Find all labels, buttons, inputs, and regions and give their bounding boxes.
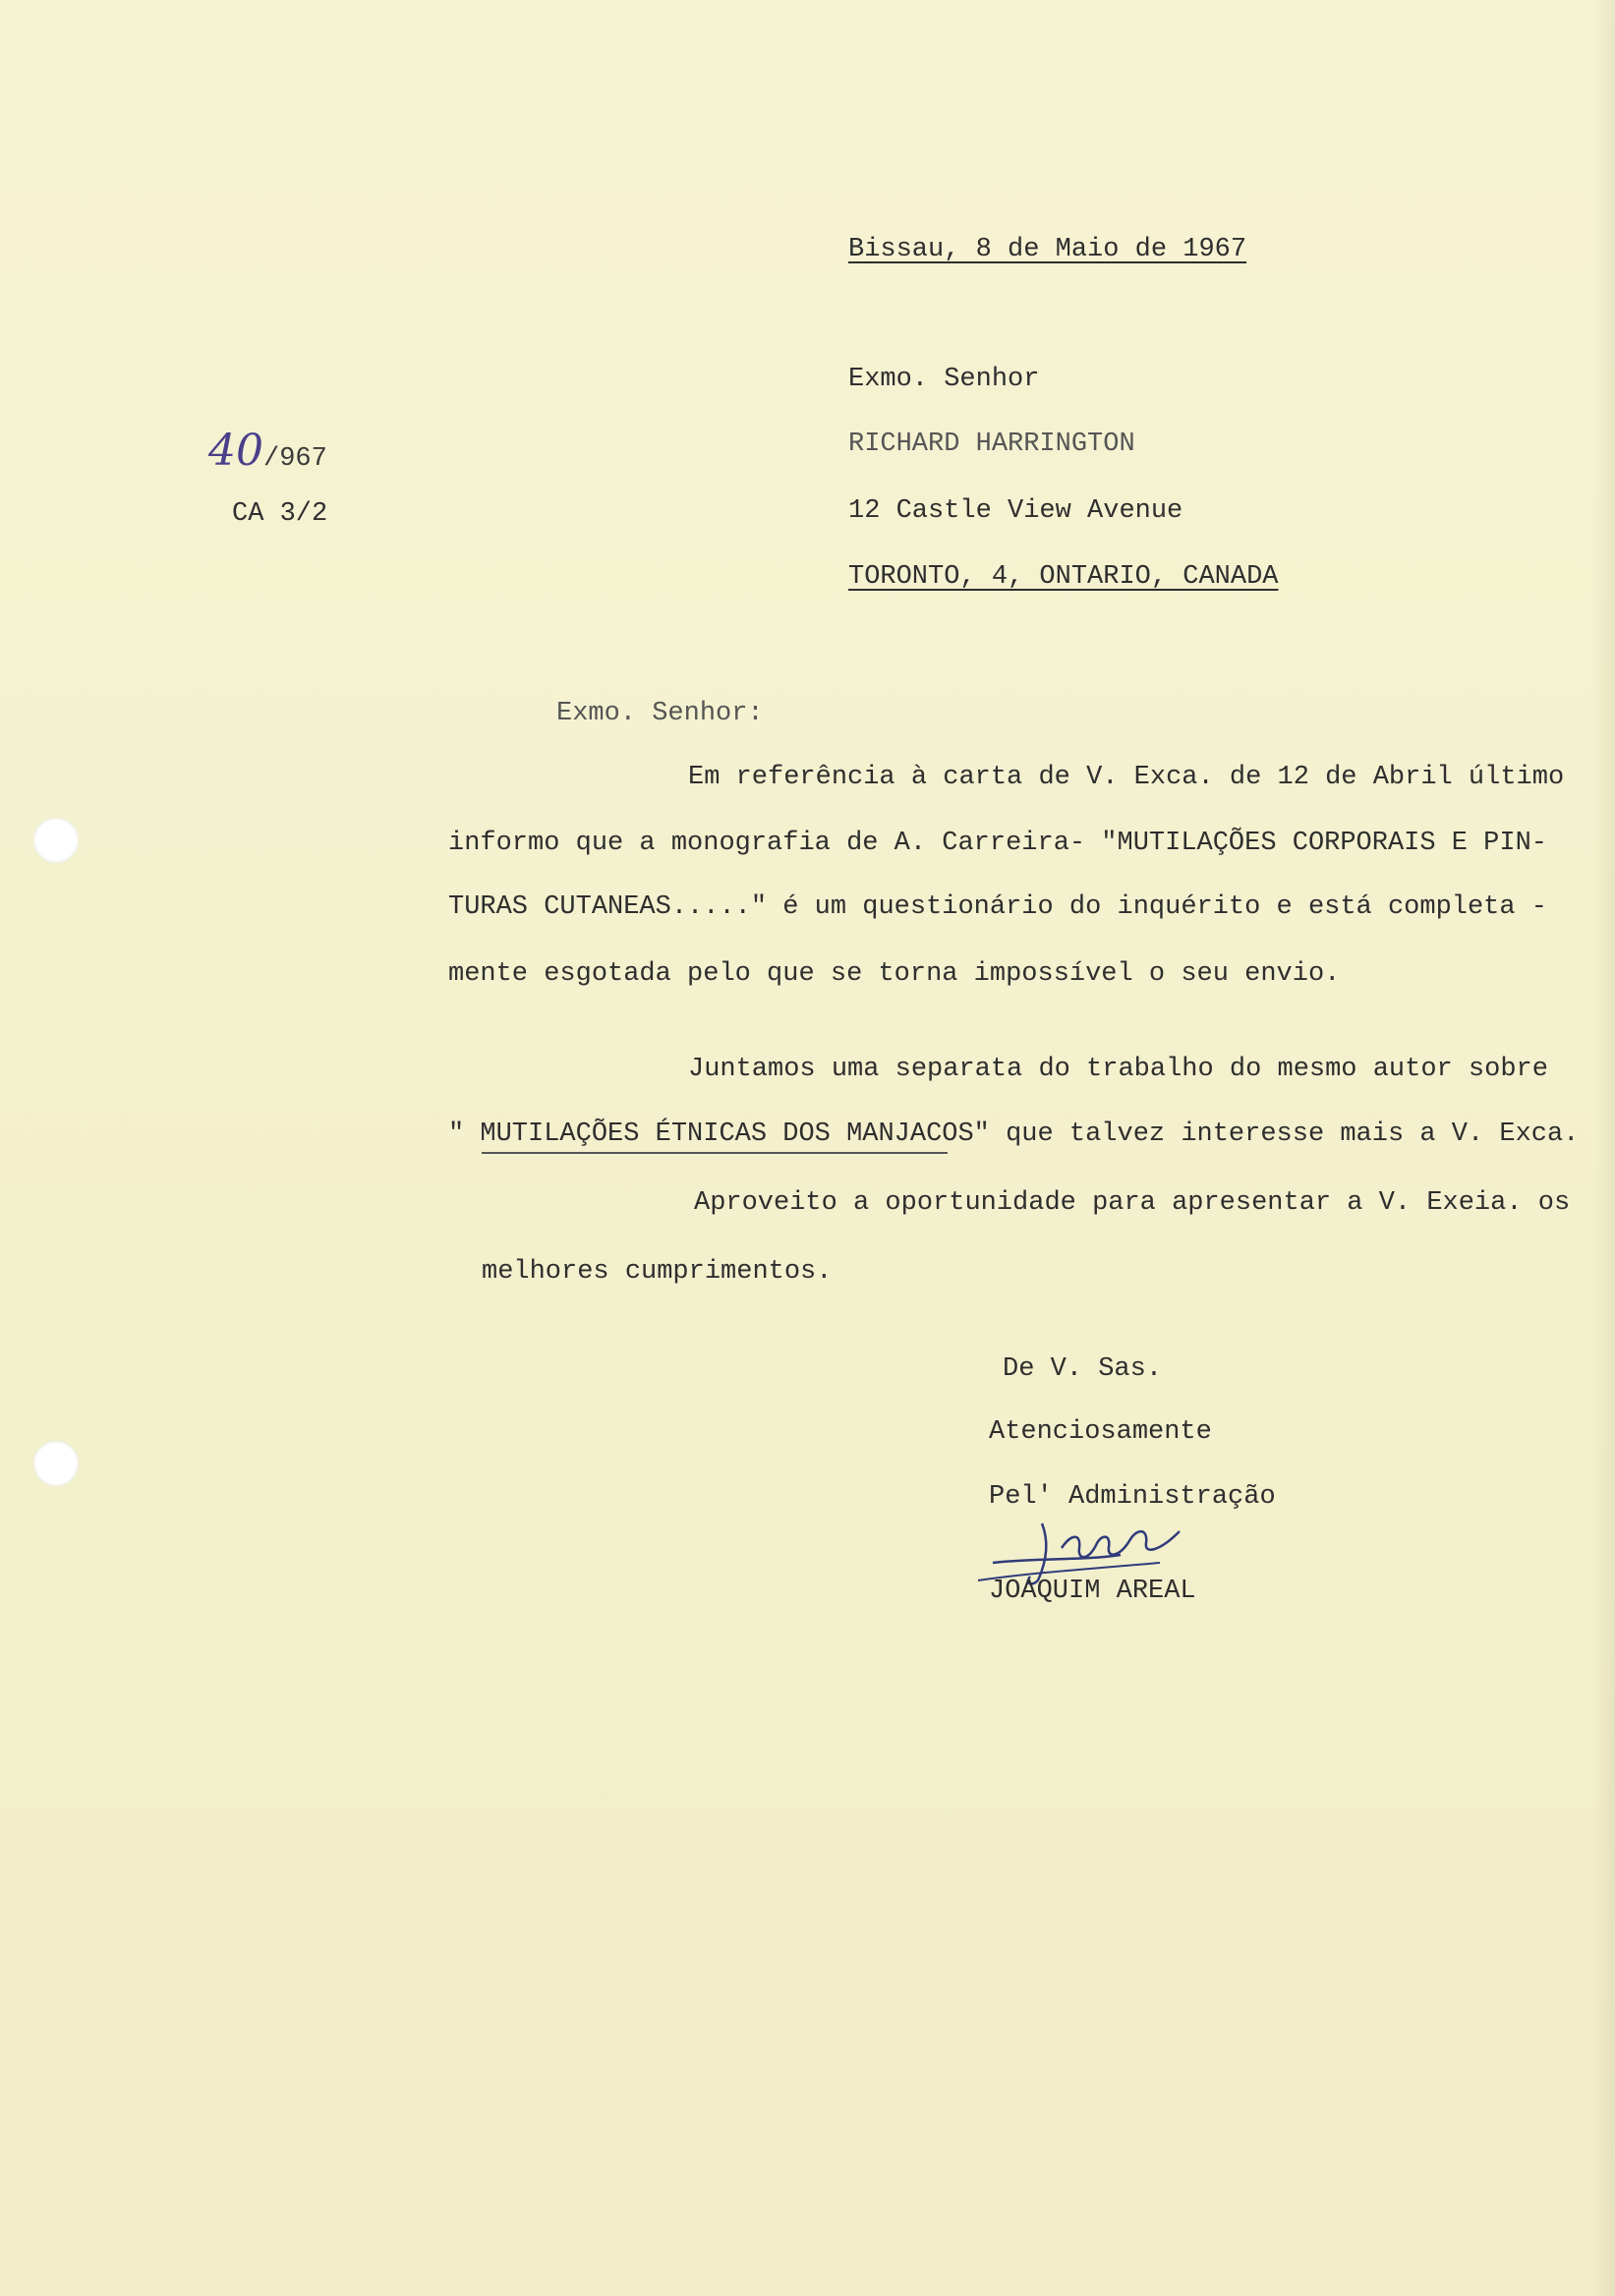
punch-hole-bottom (33, 1441, 79, 1486)
body-line-3: TURAS CUTANEAS....." é um questionário do inquérito e está completa - (448, 892, 1547, 922)
greeting: Exmo. Senhor: (556, 699, 764, 728)
closing-line-1: De V. Sas. (1003, 1354, 1163, 1384)
body-line-4: mente esgotada pelo que se torna impossível o seu envio. (448, 959, 1341, 989)
letter-date: Bissau, 8 de Maio de 1967 (848, 235, 1247, 264)
reference-number-suffix: /967 (263, 444, 327, 474)
paragraph3-line-2: melhores cumprimentos. (482, 1257, 833, 1287)
title-underline (482, 1152, 948, 1154)
reference-code: CA 3/2 (232, 499, 328, 529)
paragraph2-line-1: Juntamos uma separata do trabalho do mesmo autor sobre (688, 1055, 1548, 1084)
signatory-name: JOAQUIM AREAL (989, 1577, 1196, 1606)
recipient-name: RICHARD HARRINGTON (848, 430, 1135, 459)
recipient-street: 12 Castle View Avenue (848, 496, 1183, 526)
recipient-salutation: Exmo. Senhor (848, 365, 1040, 394)
recipient-city: TORONTO, 4, ONTARIO, CANADA (848, 562, 1279, 592)
reference-number (208, 426, 327, 476)
paragraph3-line-1: Aproveito a oportunidade para apresentar a V. Exeia. os (694, 1188, 1571, 1218)
punch-hole-top (33, 818, 79, 863)
paragraph2-line-2: " MUTILAÇÕES ÉTNICAS DOS MANJACOS" que talvez interesse mais a V. Exca. (448, 1119, 1580, 1149)
reference-number-handwritten: 40 (208, 426, 263, 476)
closing-line-3: Pel' Administração (989, 1482, 1276, 1512)
closing-line-2: Atenciosamente (989, 1417, 1212, 1447)
body-line-2: informo que a monografia de A. Carreira- "MUTILAÇÕES CORPORAIS E PIN- (448, 829, 1547, 858)
paper-edge-shadow (1593, 0, 1615, 2296)
body-line-1: Em referência à carta de V. Exca. de 12 de Abril último (688, 763, 1565, 792)
